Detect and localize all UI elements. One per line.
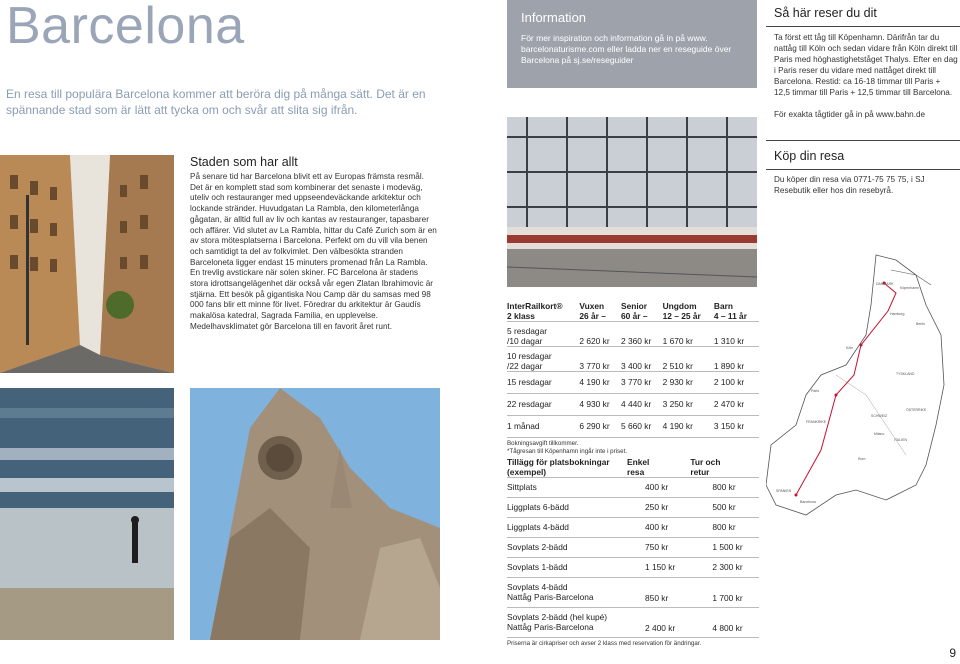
information-body: För mer inspiration och information gå in på www. barcelonaturisme.com eller ladda ner en reseguide över Barcelona på sj.se/reseguider — [521, 33, 732, 65]
interrail-table — [507, 301, 759, 456]
buy-body: Du köper din resa via 0771-75 75 75, i SJ Resebutik eller hos din resebyrå. — [774, 175, 925, 195]
map-label: Paris — [811, 389, 819, 393]
table-cell: Sovplats 1-bädd — [507, 562, 568, 572]
table-row — [507, 518, 759, 538]
table-cell: 2 510 kr — [662, 361, 693, 371]
table-cell: 2 470 kr — [713, 399, 745, 409]
table-cell: 1 150 kr — [645, 562, 676, 572]
table-cell: Sovplats 2-bädd — [507, 542, 568, 552]
table-cell: Sittplats — [507, 482, 537, 492]
information-box — [507, 0, 757, 88]
booking-table — [507, 457, 759, 648]
table-cell: 3 770 kr — [579, 361, 610, 371]
map-label: FRANKRIKE — [806, 420, 827, 424]
table-cell: 3 150 kr — [713, 421, 745, 431]
table-cell: Liggplats 4-bädd — [507, 522, 569, 532]
table-row — [507, 538, 759, 558]
table-header: InterRailkort® 2 klass — [507, 301, 563, 321]
table-cell: 5 660 kr — [620, 421, 652, 431]
travel-link[interactable]: För exakta tågtider gå in på www.bahn.de — [774, 110, 926, 119]
map-label: TYSKLAND — [896, 372, 915, 376]
map-label: SPANIEN — [776, 489, 792, 493]
table-cell: 1 månad — [507, 421, 540, 431]
table-cell: 6 290 kr — [579, 421, 610, 431]
map-label: ÖSTERRIKE — [906, 408, 927, 412]
travel-body: Ta först ett tåg till Köpenhamn. Därifrån tar du nattåg till Köln och sedan vidare från Köln direkt till Paris med höghastighetståget Thalys. Efter en dag i Paris reser du vidare med nattåget direkt till Barcelona. Restid: ca 16-18 timmar till Paris + 12,5 timmar till Paris + 12,5 timmar till Barcelona. — [774, 33, 958, 97]
page-number: 9 — [949, 646, 956, 660]
table-cell: 850 kr — [645, 593, 669, 603]
table-cell: 400 kr — [645, 482, 669, 492]
table-row — [507, 558, 759, 578]
table-cell: Sovplats 4-bädd Nattåg Paris-Barcelona — [507, 582, 594, 602]
table-cell: 2 930 kr — [662, 377, 693, 387]
table-cell: 4 930 kr — [579, 399, 610, 409]
street-photo — [0, 155, 174, 373]
table-cell: 4 800 kr — [712, 623, 743, 633]
table-row — [507, 394, 759, 416]
map-label: Köpenhamn — [900, 286, 919, 290]
table-cell: 1 700 kr — [712, 593, 743, 603]
table-row — [507, 578, 759, 608]
table-cell: 1 890 kr — [713, 361, 745, 371]
booking-note: Priserna är cirkapriser och avser 2 klass med reservation för ändringar. — [507, 637, 759, 648]
map-label: Barcelona — [800, 500, 816, 504]
cathedral-photo — [190, 388, 440, 640]
table-cell: 800 kr — [712, 482, 736, 492]
table-cell: 3 770 kr — [620, 377, 652, 387]
table-row — [507, 416, 759, 438]
map-label: DANMARK — [876, 282, 894, 286]
table-cell: Sovplats 2-bädd (hel kupé) Nattåg Paris-Barcelona — [507, 612, 608, 632]
map-label: Köln — [846, 346, 854, 350]
table-cell: 2 400 kr — [645, 623, 676, 633]
table-cell: 2 100 kr — [713, 377, 745, 387]
table-cell: 1 310 kr — [713, 336, 745, 346]
map-label: Rom — [858, 457, 866, 461]
table-cell: 1 670 kr — [662, 336, 693, 346]
intro-text: En resa till populära Barcelona kommer att beröra dig på många sätt. Det är en spännande stad som är lätt att tycka om och svår att slita sig ifrån. — [6, 87, 426, 117]
beach-photo — [0, 388, 174, 640]
table-cell: Liggplats 6-bädd — [507, 502, 569, 512]
table-header: Senior 60 år – — [620, 301, 648, 321]
table-cell: 750 kr — [645, 542, 669, 552]
table-cell: 5 resdagar /10 dagar — [507, 326, 548, 346]
table-row — [507, 478, 759, 498]
city-heading: Staden som har allt — [190, 155, 298, 169]
travel-heading: Så här reser du dit — [774, 6, 877, 20]
table-cell: 4 190 kr — [579, 377, 610, 387]
table-cell: 15 resdagar — [507, 377, 552, 387]
page-title: Barcelona — [6, 0, 245, 55]
table-cell: 2 620 kr — [579, 336, 610, 346]
table-cell: 4 190 kr — [662, 421, 693, 431]
buy-heading: Köp din resa — [774, 149, 845, 163]
travel-heading-box — [766, 0, 960, 27]
map-label: Milano — [874, 432, 885, 436]
table-row — [507, 347, 759, 372]
table-cell: 400 kr — [645, 522, 669, 532]
information-heading: Information — [521, 10, 587, 25]
city-body: På senare tid har Barcelona blivit ett av Europas främsta resmål. Det är en komplett stad som kombinerar det senaste i modeväg, uteliv och restauranger med uppseendeväckande arkitektur och lockande stränder. Huvudgatan La Rambla, den kilometerlånga gågatan, är alltid full av liv och kantas av restauranger, tapasbarer och affärer. Vid slutet av La Rambla, hittar du Café Zurich som är en av stora mötesplatserna i Barcelona. Perfekt om du vill vila benen och samtidigt ta del av folkvimlet. Den välbesökta stranden Barceloneta ligger endast 15 minuters promenad från La Rambla. En trevlig avstickare när solen skiner. FC Barcelona är stadens stora idrottsangelägenhet där också vår egen Zlatan Ibrahimovic är stjärna. Ett besök på gigantiska Nou Camp där du samsas med 98 000 fans blir ett minne för livet. Föredrar du arkitektur är Gaudís makalösa katedral, Sagrada Familia, en upplevelse. Medelhavsklimatet gör Barcelona till en favorit året runt. — [190, 172, 437, 331]
map-label: SCHWEIZ — [871, 414, 888, 418]
buy-heading-box — [766, 140, 960, 170]
table-cell: 2 360 kr — [620, 336, 652, 346]
table-row — [507, 608, 759, 638]
map-label: ITALIEN — [894, 438, 907, 442]
table-cell: 3 400 kr — [620, 361, 652, 371]
table-row — [507, 372, 759, 394]
table-cell: 250 kr — [645, 502, 669, 512]
table-cell: 22 resdagar — [507, 399, 552, 409]
table-cell: 800 kr — [712, 522, 736, 532]
table-cell: 4 440 kr — [620, 399, 652, 409]
table-header: Barn 4 – 11 år — [713, 301, 747, 321]
table-cell: 500 kr — [712, 502, 736, 512]
europe-route-map — [766, 245, 960, 545]
table-header: Vuxen 26 år – — [579, 301, 606, 321]
interrail-note: *Tågresan till Köpenhamn ingår inte i priset. — [507, 448, 628, 455]
table-row — [507, 498, 759, 518]
table-cell: 3 250 kr — [662, 399, 693, 409]
table-row — [507, 322, 759, 347]
table-header: Ungdom 12 – 25 år — [662, 301, 701, 321]
table-cell: 1 500 kr — [712, 542, 743, 552]
table-header: Enkel resa — [627, 457, 650, 477]
table-header: Tur och retur — [690, 457, 721, 477]
map-label: Hamburg — [890, 312, 905, 316]
table-header: Tillägg för platsbokningar (exempel) — [507, 457, 610, 477]
station-photo — [507, 117, 757, 287]
table-cell: 10 resdagar /22 dagar — [507, 351, 552, 371]
table-cell: 2 300 kr — [712, 562, 743, 572]
map-label: Berlin — [916, 322, 925, 326]
interrail-note: Bokningsavgift tillkommer. — [507, 437, 759, 448]
